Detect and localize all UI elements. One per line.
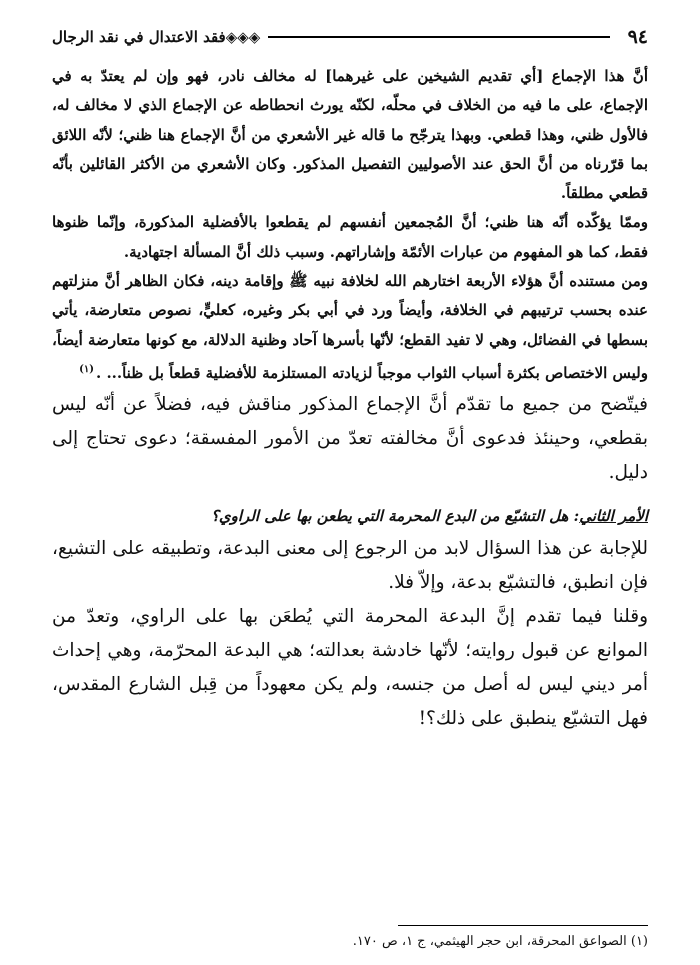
footnote-marker: (١) — [79, 363, 94, 375]
running-title: ◈◈◈فقد الاعتدال في نقد الرجال — [52, 28, 261, 46]
footnote: (١) الصواعق المحرقة، ابن حجر الهيثمي، ج ١، ص ١٧٠. — [352, 934, 648, 949]
footnote-separator — [398, 925, 648, 926]
section-heading-text: : هل التشيّع من البدع المحرمة التي يطعن بها على الراوي؟ — [210, 507, 580, 526]
quote-paragraph: أنَّ هذا الإجماع [أي تقديم الشيخين على غيرهما] له مخالف نادر، فهو وإن لم يعتدّ به في الإجماع، على ما فيه من الخلاف في محلّه، لكنّه يورث انحطاطه عن الإجماع الذي لا مخالف له، فالأول ظني، وهذا قطعي. وبهذا يترجّح ما قاله غير الأشعري من أنَّ الإجماع هنا ظني؛ لأنّه اللائق بما قرّرناه من أنَّ الحق عند الأصوليين التفصيل المذكور. وكان الأشعري من الأكثر القائلين بأنّه قطعي مطلقاً. — [52, 67, 648, 203]
body-paragraph: للإجابة عن هذا السؤال لابد من الرجوع إلى معنى البدعة، وتطبيقه على التشيع، فإن انطبق، فالتشيّع بدعة، وإلاّ فلا. — [52, 538, 648, 594]
quote-text: ومن مستنده أنَّ هؤلاء الأربعة اختارهم الله لخلافة نبيه ﷺ وإقامة دينه، فكان الظاهر أنَّ منزلتهم عنده بحسب ترتيبهم في الخلافة، وأيضاً ورد في أبي بكر وغيره، كعليٍّ، نصوص متعارضة، يأتي بسطها في الفضائل، وهي لا تفيد القطع؛ لأنّها بأسرها آحاد وظنية الدلالة، مع كونها متعارضة أيضاً، وليس الاختصاص بكثرة أسباب الثواب موجباً لزيادته المستلزمة للأفضلية قطعاً بل ظناً... . — [52, 272, 648, 382]
header-rule — [268, 36, 609, 38]
page-number: ٩٤ — [627, 26, 648, 48]
section-heading-label: الأمر الثاني — [579, 507, 648, 526]
page-header — [52, 24, 648, 50]
page-body — [52, 62, 648, 736]
body-paragraph: فيتّضح من جميع ما تقدّم أنَّ الإجماع المذكور مناقش فيه، فضلاً عن أنّه ليس بقطعي، وحينئذ فدعوى أنَّ مخالفته تعدّ من الأمور المفسقة؛ دعوى تحتاج إلى دليل. — [52, 394, 648, 484]
quote-paragraph: وممّا يؤكّده أنّه هنا ظني؛ أنَّ المُجمعين أنفسهم لم يقطعوا بالأفضلية المذكورة، وإنّما ظنوها فقط، كما هو المفهوم من عبارات الأئمّة وإشاراتهم. وسبب ذلك أنَّ المسألة اجتهادية. — [52, 213, 648, 261]
section-heading — [52, 504, 648, 528]
body-paragraph: وقلنا فيما تقدم إنَّ البدعة المحرمة التي يُطعَن بها على الراوي، وتعدّ من الموانع عن قبول روايته؛ لأنّها خادشة بعدالته؛ هي البدعة المحرّمة، وهي إحداث أمر ديني ليس له أصل من جنسه، ولم يكن معهوداً من قِبل الشارع المقدس، فهل التشيّع ينطبق على ذلك؟! — [52, 606, 648, 730]
quote-paragraph — [52, 267, 648, 388]
